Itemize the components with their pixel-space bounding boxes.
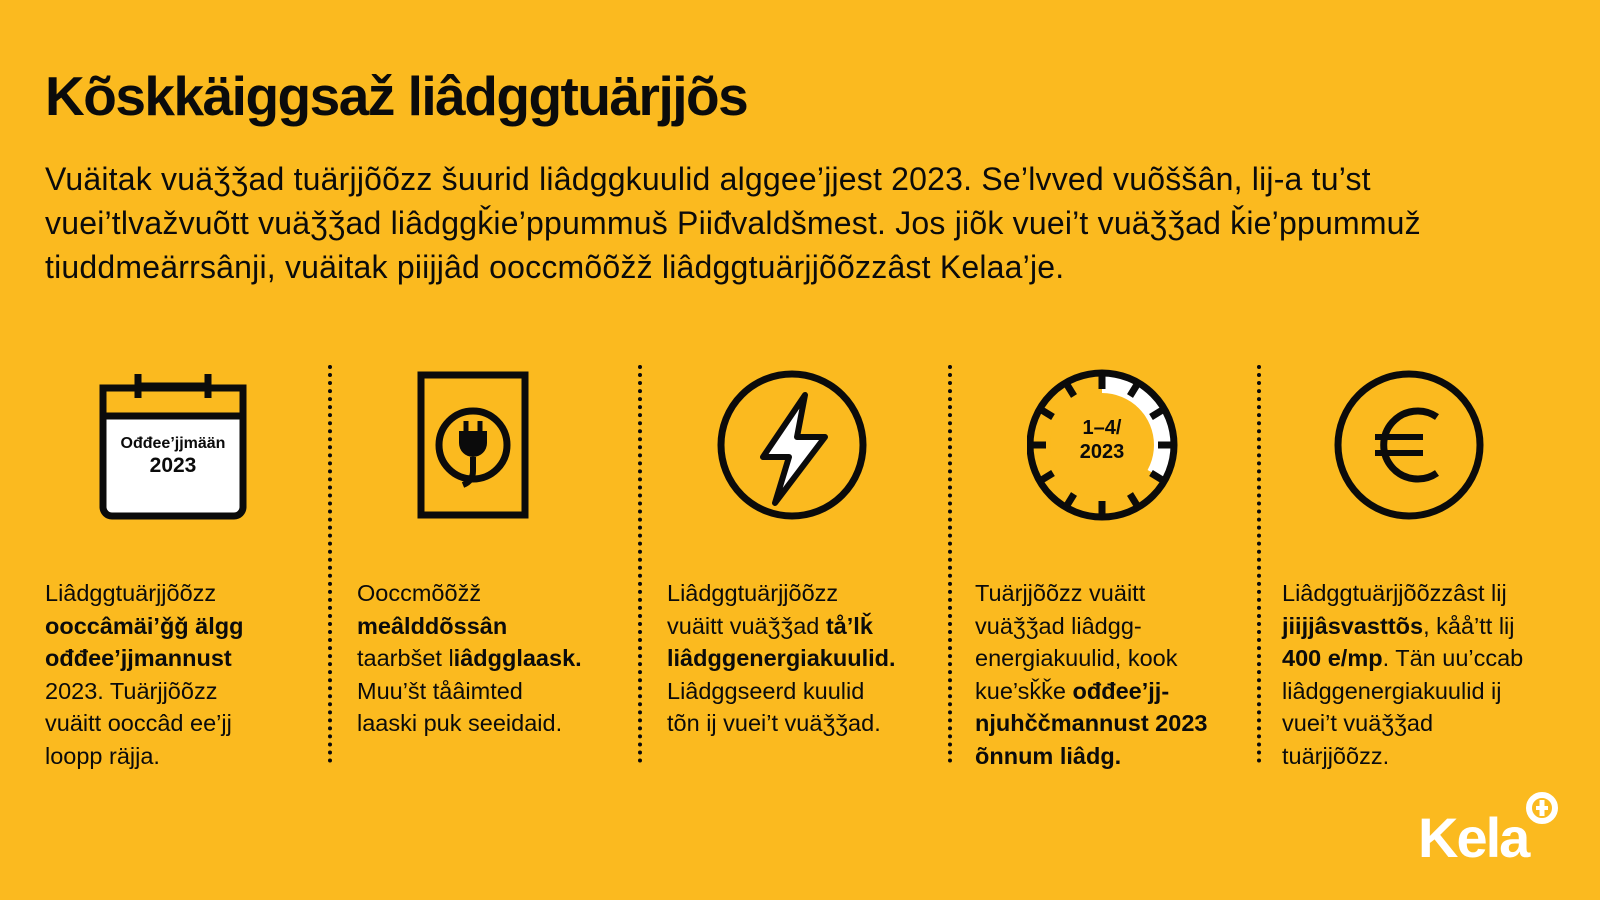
logo-text: Kela	[1418, 806, 1529, 869]
gauge-year-label: 2023	[1079, 441, 1125, 463]
progress-gauge-icon	[975, 365, 1245, 535]
page-title: Kõskkäiggsaž liâdggtuärjjõs	[45, 65, 748, 127]
electric-meter-icon	[357, 365, 627, 535]
dotted-divider	[638, 365, 642, 763]
column-text: Tuärjjõõzz vuäitt vuäǯǯad liâdgg- energiakuulid, kook kue’sǩǩe ođđee’jj- njuhččmannust 2023 õnnum liâdg.	[975, 580, 1208, 769]
gauge-period-label: 1–4/	[1082, 417, 1122, 439]
calendar-icon	[45, 365, 315, 535]
dotted-divider	[1257, 365, 1261, 763]
dotted-divider	[328, 365, 332, 763]
lightning-bolt-icon	[667, 365, 937, 535]
column-text: Liâdggtuärjjõõzz vuäitt vuäǯǯad tå’lǩ liâdggenergiakuulid. Liâdggseerd kuulid tõn ij vuei’t vuäǯǯad.	[667, 580, 896, 736]
dotted-divider	[948, 365, 952, 763]
calendar-year-label: 2023	[149, 454, 197, 477]
column-text: Ooccmõõžž meâlddõssân taarbšet liâdgglaask. Muu’št tåâimted laaski puk seeidaid.	[357, 580, 582, 736]
column-text: Liâdggtuärjjõõzz ooccâmäi’ǧǧ älgg ođđee’jjmannust 2023. Tuärjjõõzz vuäitt ooccâd ee’jj loopp räjja.	[45, 580, 244, 769]
intro-paragraph: Vuäitak vuäǯǯad tuärjjõõzz šuurid liâdggkuulid alggee’jjest 2023. Se’lvved vuõššân, lij-a tu’st vuei’tlvažvuõtt vuäǯǯad liâdggǩie’ppummuš Piiđvaldšmest. Jos jiõk vuei’t vuäǯǯad ǩie’ppummuž tiuddmeärrsânji, vuäitak piijjâd ooccmõõžž liâdggtuärjjõõzzâst Kelaa’je.	[45, 161, 1421, 285]
euro-icon	[1282, 365, 1552, 535]
column-text: Liâdggtuärjjõõzzâst lij jiijjâsvasttõs, kåå’tt lij 400 e/mp. Tän uu’ccab liâdggenergiakuulid ij vuei’t vuäǯǯad tuärjjõõzz.	[1282, 580, 1524, 769]
kela-logo	[1418, 790, 1568, 875]
calendar-month-label: Ođđee’jjmään	[120, 435, 226, 452]
